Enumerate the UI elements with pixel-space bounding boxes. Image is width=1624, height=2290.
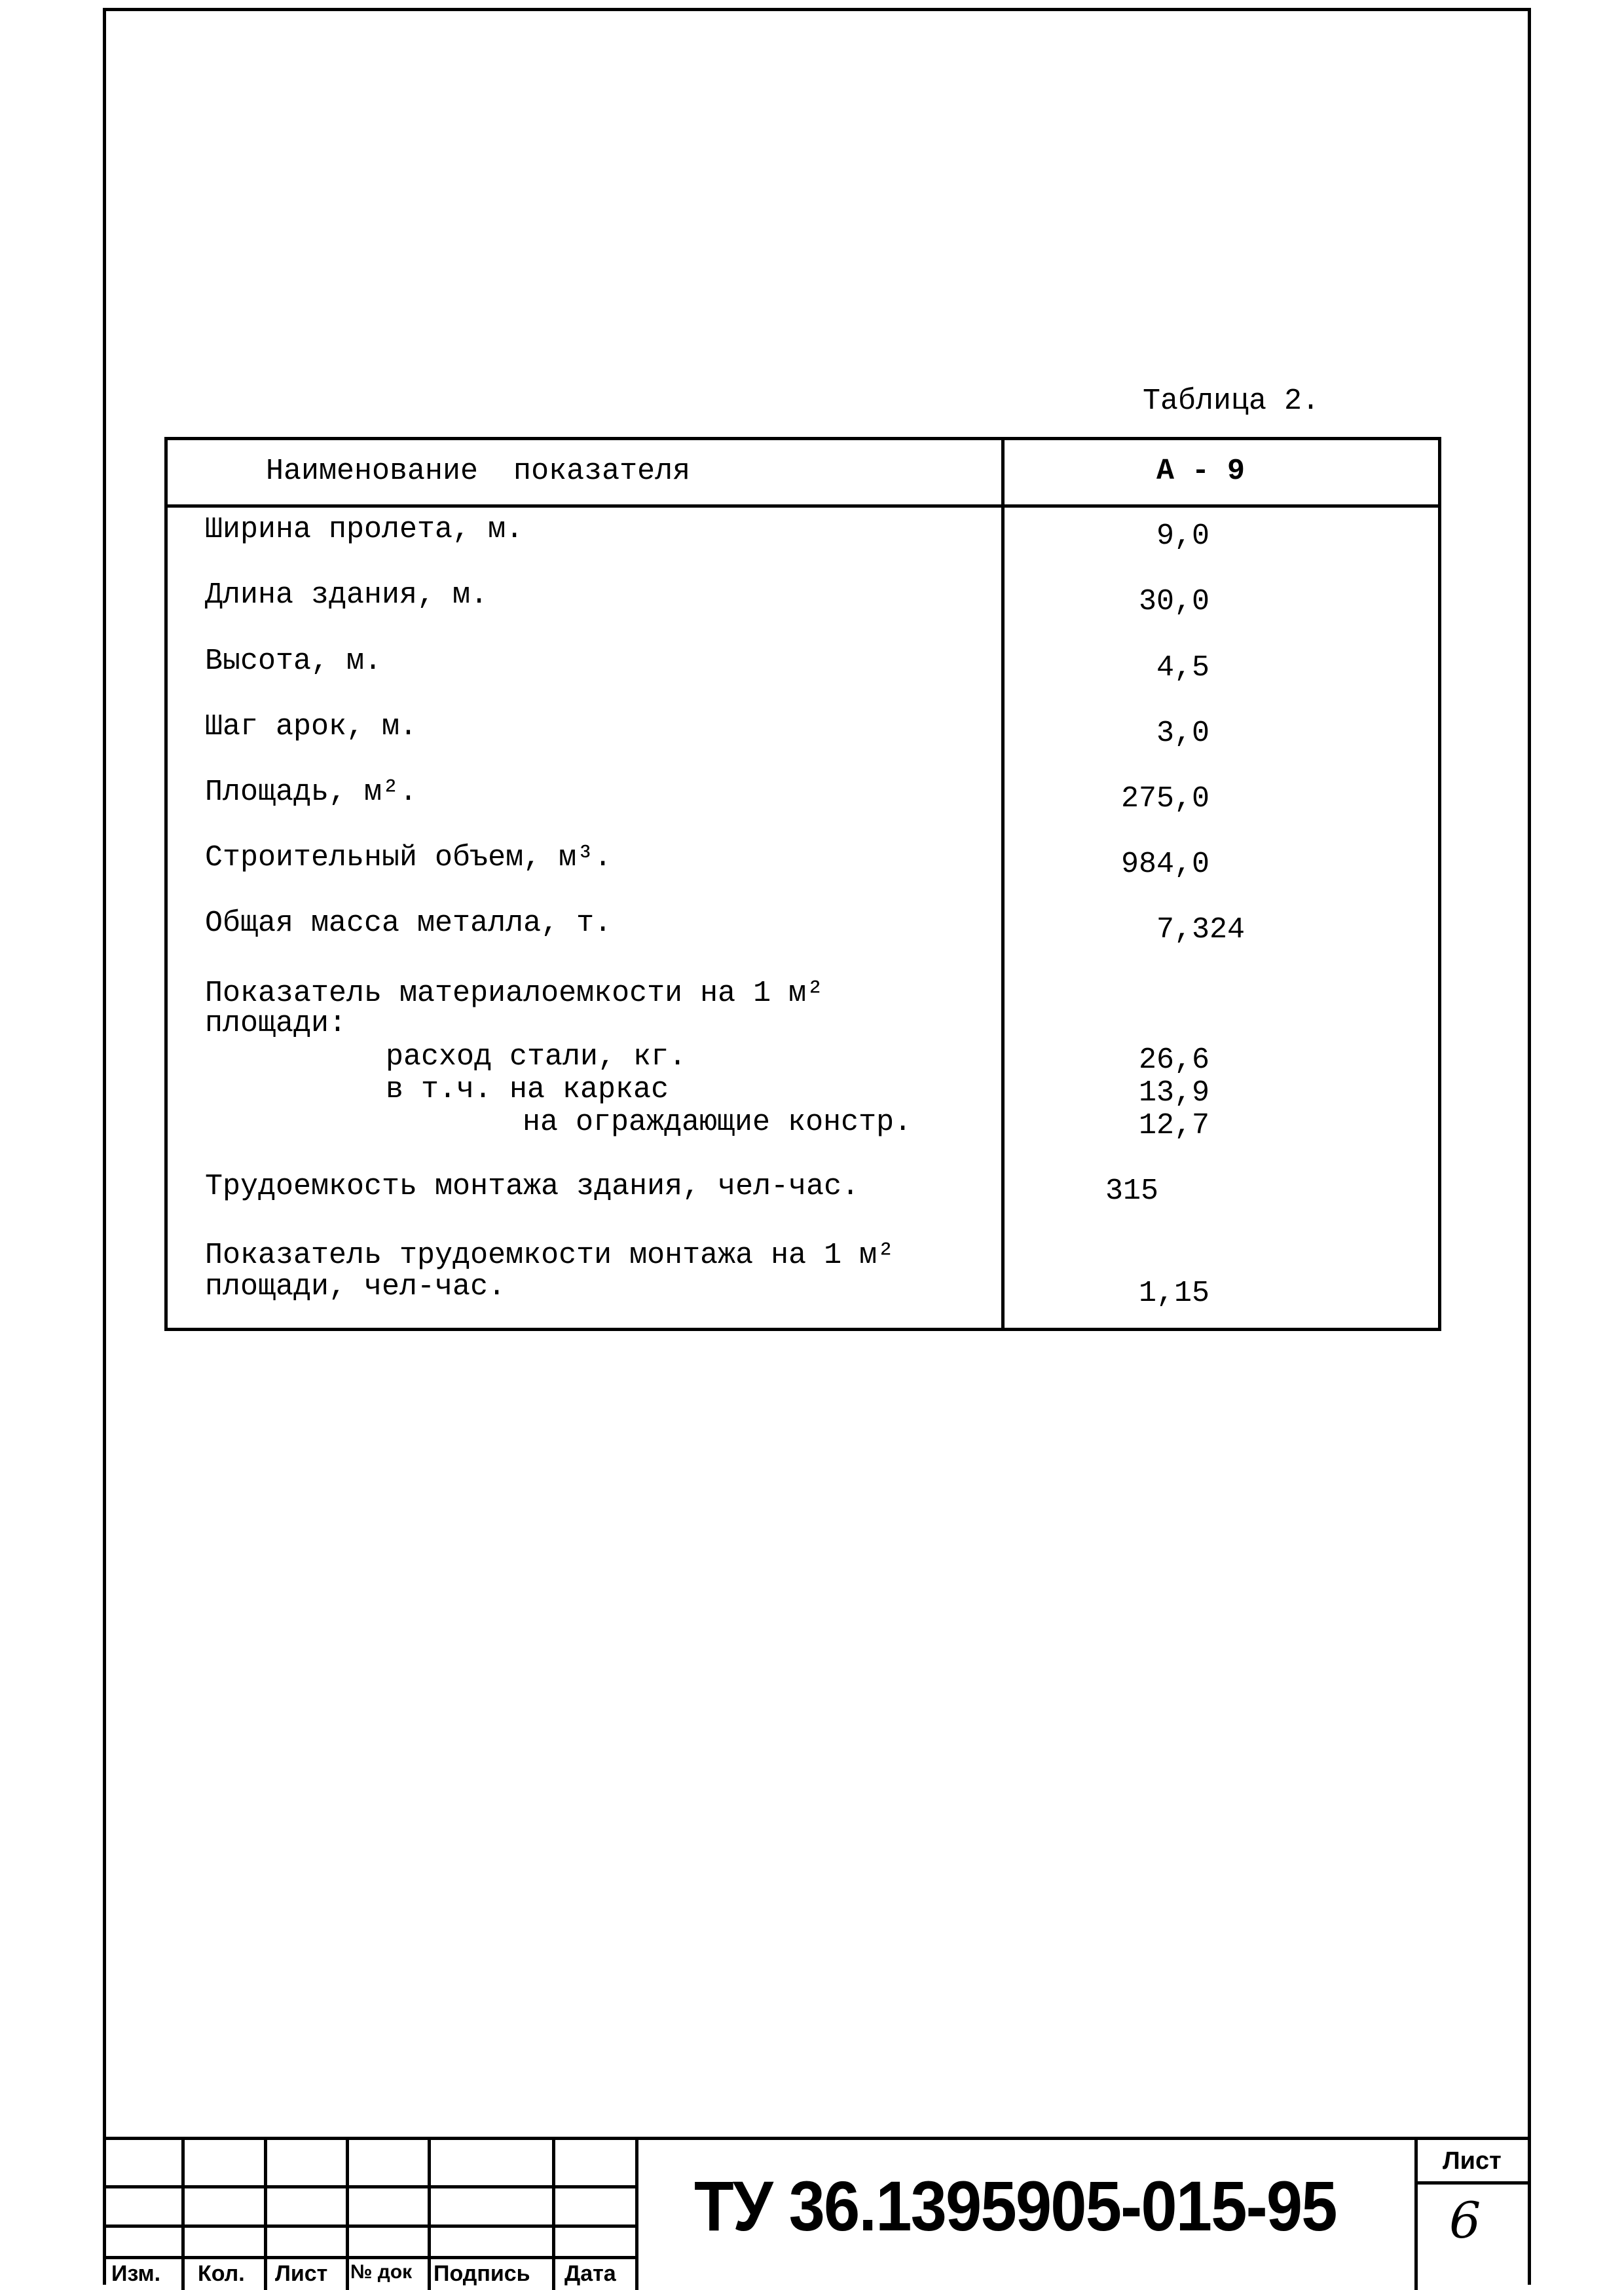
row-label: Высота, м.: [205, 645, 382, 678]
table-caption: Таблица 2.: [1143, 385, 1320, 418]
row-label: Ширина пролета, м.: [205, 513, 524, 546]
sheet-box-rule: [1414, 2181, 1531, 2185]
row-label: Длина здания, м.: [205, 578, 489, 612]
frame-steel-label: в т.ч. на каркас: [386, 1073, 669, 1106]
title-block-col-rule: [552, 2137, 555, 2290]
row-value: 4,5: [1156, 651, 1210, 685]
col-label-izm: Изм.: [111, 2261, 161, 2286]
col-label-doc-number: № док: [350, 2261, 413, 2283]
title-block-top-rule: [103, 2137, 1531, 2140]
row-value: 3,0: [1156, 717, 1210, 750]
header-indicator-name: Наименование показателя: [266, 455, 691, 488]
title-block-col-rule: [264, 2137, 267, 2290]
header-column-a9: А - 9: [1156, 455, 1246, 488]
indicators-table: [164, 437, 1441, 1331]
col-label-list: Лист: [275, 2261, 328, 2286]
row-value: 30,0: [1139, 585, 1210, 618]
document-code: ТУ 36.1395905-015-95: [694, 2166, 1337, 2245]
title-block-col-rule: [181, 2137, 185, 2290]
title-block-col-rule: [346, 2137, 349, 2290]
row-value: 9,0: [1156, 519, 1210, 553]
row-label: Шаг арок, м.: [205, 710, 418, 743]
steel-consumption-label: расход стали, кг.: [386, 1040, 687, 1074]
title-block-col-rule: [428, 2137, 431, 2290]
material-index-label-cont: площади:: [205, 1007, 347, 1040]
steel-consumption-value: 26,6: [1139, 1043, 1210, 1077]
labor-value: 315: [1105, 1174, 1159, 1208]
sheet-box-left-rule: [1414, 2137, 1418, 2290]
sheet-number: 6: [1449, 2191, 1481, 2249]
labor-index-value: 1,15: [1139, 1277, 1210, 1310]
enclosure-steel-label: на ограждающие констр.: [523, 1106, 912, 1139]
table-header-divider: [168, 504, 1438, 508]
row-label: Общая масса металла, т.: [205, 907, 612, 940]
col-label-date: Дата: [564, 2261, 616, 2286]
labor-index-label-cont: площади, чел-час.: [205, 1270, 506, 1304]
col-label-kol: Кол.: [198, 2261, 245, 2286]
table-column-divider: [1001, 440, 1005, 1328]
row-label: Строительный объем, м³.: [205, 841, 612, 874]
col-label-signature: Подпись: [434, 2261, 530, 2286]
enclosure-steel-value: 12,7: [1139, 1109, 1210, 1142]
sheet-label: Лист: [1443, 2147, 1502, 2175]
frame-steel-value: 13,9: [1139, 1076, 1210, 1110]
material-index-label: Показатель материалоемкости на 1 м²: [205, 977, 824, 1010]
row-value: 7,324: [1156, 913, 1246, 947]
row-value: 275,0: [1121, 782, 1210, 816]
title-block-col-rule: [635, 2137, 638, 2290]
labor-index-label: Показатель трудоемкости монтажа на 1 м²: [205, 1239, 895, 1272]
row-label: Площадь, м².: [205, 776, 418, 809]
row-value: 984,0: [1121, 848, 1210, 881]
labor-label: Трудоемкость монтажа здания, чел-час.: [205, 1170, 860, 1203]
